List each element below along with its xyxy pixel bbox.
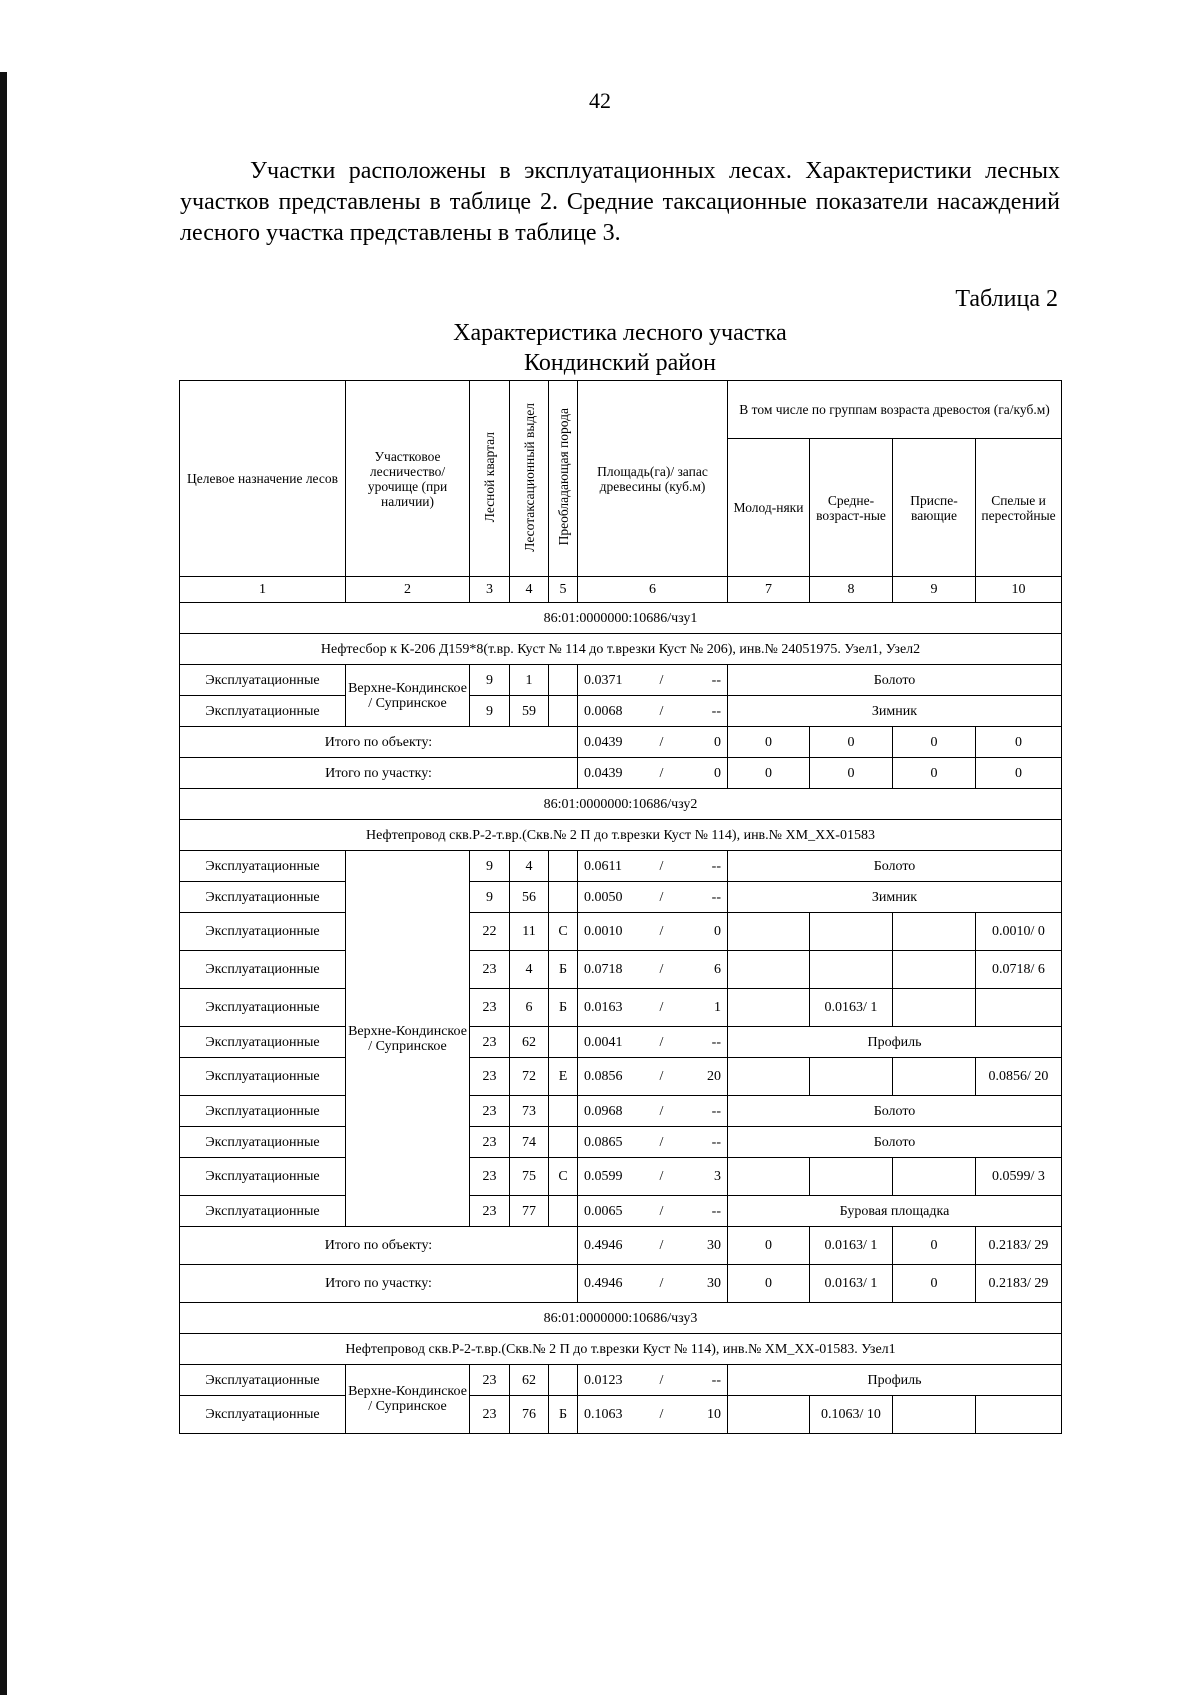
maturing-cell-value: 0 <box>930 1276 938 1291</box>
area-separator: / <box>659 1034 664 1050</box>
quarter-cell: 23 <box>470 1058 510 1096</box>
table-row <box>180 913 1062 951</box>
area-separator: / <box>659 962 664 977</box>
stock-value: -- <box>711 672 721 688</box>
table-body <box>180 381 1062 1434</box>
breed-cell <box>549 1127 578 1158</box>
vydel-cell: 75 <box>510 1158 549 1196</box>
col-number: 4 <box>510 577 549 603</box>
table-row <box>180 989 1062 1027</box>
header-row <box>180 381 1062 439</box>
purpose-cell: Эксплуатационные <box>180 1396 346 1434</box>
breed-cell: Е <box>549 1058 578 1096</box>
young-cell-value: 0 <box>765 734 772 750</box>
vydel-cell: 76 <box>510 1396 549 1434</box>
area-stock <box>580 962 725 977</box>
maturing-cell <box>893 1227 976 1265</box>
breed-cell <box>549 696 578 727</box>
header-middle-aged: Средне-возраст-ные <box>810 439 893 577</box>
area-separator: / <box>659 1103 664 1119</box>
purpose-cell: Эксплуатационные <box>180 1158 346 1196</box>
area-cell <box>578 1158 728 1196</box>
area-value: 0.0371 <box>584 672 623 688</box>
col-number: 9 <box>893 577 976 603</box>
note-cell: Профиль <box>728 1365 1062 1396</box>
middle-aged-cell <box>810 913 893 951</box>
purpose-cell: Эксплуатационные <box>180 1096 346 1127</box>
vydel-cell: 74 <box>510 1127 549 1158</box>
vydel-cell: 77 <box>510 1196 549 1227</box>
quarter-cell: 23 <box>470 1096 510 1127</box>
quarter-cell: 23 <box>470 1396 510 1434</box>
stock-value: 0 <box>714 924 721 939</box>
purpose-cell: Эксплуатационные <box>180 665 346 696</box>
young-cell <box>728 1058 810 1096</box>
breed-cell <box>549 1027 578 1058</box>
table-row <box>180 1396 1062 1434</box>
col-number: 6 <box>578 577 728 603</box>
cadastral-number: 86:01:0000000:10686/чзу2 <box>180 789 1062 820</box>
area-value: 0.0439 <box>584 765 623 781</box>
vydel-cell: 59 <box>510 696 549 727</box>
header-breed-label: Преобладающая порода <box>555 408 571 546</box>
table-row <box>180 1127 1062 1158</box>
mature-cell-value: 0.2183/ 29 <box>988 1276 1049 1291</box>
area-cell <box>578 851 728 882</box>
area-stock <box>580 735 725 750</box>
stock-value: -- <box>711 1134 721 1150</box>
col-number: 8 <box>810 577 893 603</box>
header-breed <box>549 381 578 577</box>
area-cell <box>578 665 728 696</box>
table-subtitle: Кондинский район <box>524 350 716 376</box>
area-cell <box>578 989 728 1027</box>
total-label: Итого по объекту: <box>180 1227 578 1265</box>
stock-value: 3 <box>714 1169 721 1184</box>
area-cell <box>578 1058 728 1096</box>
purpose-cell: Эксплуатационные <box>180 1365 346 1396</box>
col-number: 5 <box>549 577 578 603</box>
forestry-cell: Верхне-Кондинское / Супринское <box>346 665 470 727</box>
object-name: Нефтепровод скв.Р-2-т.вр.(Скв.№ 2 П до т.врезки Куст № 114), инв.№ ХМ_ХХ-01583. Узел1 <box>180 1334 1062 1365</box>
breed-cell <box>549 665 578 696</box>
mature-cell <box>976 1058 1062 1096</box>
area-cell <box>578 696 728 727</box>
mature-cell-value: 0.0718/ 6 <box>992 962 1045 977</box>
quarter-cell: 22 <box>470 913 510 951</box>
vydel-cell: 11 <box>510 913 549 951</box>
area-cell <box>578 1127 728 1158</box>
area-cell <box>578 1096 728 1127</box>
quarter-cell: 9 <box>470 851 510 882</box>
middle-aged-cell <box>810 989 893 1027</box>
young-cell <box>728 1396 810 1434</box>
maturing-cell-value: 0 <box>930 1238 938 1253</box>
middle-aged-cell-value: 0.0163/ 1 <box>824 1276 878 1291</box>
col-number: 2 <box>346 577 470 603</box>
table-row <box>180 1027 1062 1058</box>
area-cell <box>578 1265 728 1303</box>
middle-aged-cell <box>810 727 893 758</box>
breed-cell: С <box>549 913 578 951</box>
maturing-cell-value: 0 <box>930 734 938 750</box>
purpose-cell: Эксплуатационные <box>180 951 346 989</box>
vydel-cell: 4 <box>510 951 549 989</box>
quarter-cell: 23 <box>470 1196 510 1227</box>
vydel-cell: 4 <box>510 851 549 882</box>
purpose-cell: Эксплуатационные <box>180 1058 346 1096</box>
area-stock <box>580 859 725 874</box>
area-value: 0.0611 <box>584 858 622 874</box>
total-plot-row <box>180 758 1062 789</box>
maturing-cell-value: 0 <box>930 765 938 781</box>
stock-value: 30 <box>707 1276 721 1291</box>
young-cell <box>728 1158 810 1196</box>
middle-aged-cell-value: 0.0163/ 1 <box>824 1000 878 1015</box>
header-area: Площадь(га)/ запас древесины (куб.м) <box>578 381 728 577</box>
area-value: 0.0718 <box>584 962 623 977</box>
total-label: Итого по объекту: <box>180 727 578 758</box>
header-age-groups: В том числе по группам возраста древостоя (га/куб.м) <box>728 381 1062 439</box>
young-cell-value: 0 <box>765 1276 772 1291</box>
note-cell: Болото <box>728 851 1062 882</box>
stock-value: -- <box>711 1103 721 1119</box>
area-value: 0.0123 <box>584 1372 623 1388</box>
forest-plot-table <box>179 380 1062 1434</box>
quarter-cell: 23 <box>470 951 510 989</box>
vydel-cell: 72 <box>510 1058 549 1096</box>
breed-cell <box>549 1365 578 1396</box>
mature-cell-value: 0.0599/ 3 <box>992 1169 1045 1184</box>
middle-aged-cell <box>810 1227 893 1265</box>
middle-aged-cell <box>810 1396 893 1434</box>
area-stock <box>580 704 725 719</box>
area-stock <box>580 1238 725 1253</box>
vydel-cell: 73 <box>510 1096 549 1127</box>
object-row <box>180 820 1062 851</box>
area-cell <box>578 1396 728 1434</box>
area-stock <box>580 1407 725 1422</box>
middle-aged-cell-value: 0.0163/ 1 <box>824 1238 878 1253</box>
table-row <box>180 1196 1062 1227</box>
header-maturing: Приспе-вающие <box>893 439 976 577</box>
area-value: 0.0968 <box>584 1103 623 1119</box>
breed-cell <box>549 1196 578 1227</box>
purpose-cell: Эксплуатационные <box>180 1196 346 1227</box>
table-row <box>180 665 1062 696</box>
quarter-cell: 23 <box>470 1158 510 1196</box>
stock-value: 0 <box>714 734 721 750</box>
note-cell: Зимник <box>728 696 1062 727</box>
stock-value: -- <box>711 1203 721 1219</box>
area-separator: / <box>659 734 664 750</box>
maturing-cell <box>893 1396 976 1434</box>
table-row <box>180 882 1062 913</box>
middle-aged-cell <box>810 1058 893 1096</box>
young-cell <box>728 989 810 1027</box>
purpose-cell: Эксплуатационные <box>180 882 346 913</box>
area-value: 0.0068 <box>584 703 623 719</box>
stock-value: 1 <box>714 1000 721 1015</box>
column-number-row <box>180 577 1062 603</box>
area-stock <box>580 1069 725 1084</box>
young-cell <box>728 913 810 951</box>
header-quarter-label: Лесной квартал <box>482 431 497 523</box>
stock-value: -- <box>711 1372 721 1388</box>
area-cell <box>578 951 728 989</box>
mature-cell <box>976 1265 1062 1303</box>
area-cell <box>578 727 728 758</box>
header-vydel-label: Лесотаксационный выдел <box>521 402 537 552</box>
area-separator: / <box>659 1069 664 1084</box>
forestry-cell: Верхне-Кондинское / Супринское <box>346 851 470 1227</box>
stock-value: -- <box>711 858 721 874</box>
table-title: Характеристика лесного участка <box>453 320 787 346</box>
table-row <box>180 951 1062 989</box>
breed-cell: Б <box>549 989 578 1027</box>
area-value: 0.0439 <box>584 734 623 750</box>
quarter-cell: 23 <box>470 1027 510 1058</box>
maturing-cell <box>893 1265 976 1303</box>
young-cell-value: 0 <box>765 765 772 781</box>
area-stock <box>580 1169 725 1184</box>
middle-aged-cell-value: 0 <box>847 734 855 750</box>
page-number: 42 <box>589 88 611 113</box>
maturing-cell <box>893 758 976 789</box>
table-row <box>180 1365 1062 1396</box>
middle-aged-cell <box>810 1158 893 1196</box>
area-separator: / <box>659 1407 664 1422</box>
middle-aged-cell-value: 0.1063/ 10 <box>821 1407 881 1422</box>
area-stock <box>580 1000 725 1015</box>
breed-cell <box>549 851 578 882</box>
area-stock <box>580 673 725 688</box>
middle-aged-cell <box>810 758 893 789</box>
area-cell <box>578 913 728 951</box>
area-separator: / <box>659 1169 664 1184</box>
quarter-cell: 9 <box>470 882 510 913</box>
mature-cell <box>976 989 1062 1027</box>
purpose-cell: Эксплуатационные <box>180 696 346 727</box>
forestry-cell: Верхне-Кондинское / Супринское <box>346 1365 470 1434</box>
area-cell <box>578 1365 728 1396</box>
area-value: 0.1063 <box>584 1407 623 1422</box>
header-mature: Спелые и перестойные <box>976 439 1062 577</box>
area-stock <box>580 1276 725 1291</box>
area-cell <box>578 1227 728 1265</box>
area-stock <box>580 1204 725 1219</box>
total-label: Итого по участку: <box>180 758 578 789</box>
area-separator: / <box>659 1238 664 1253</box>
area-separator: / <box>659 1372 664 1388</box>
col-number: 3 <box>470 577 510 603</box>
stock-value: 20 <box>707 1069 721 1084</box>
purpose-cell: Эксплуатационные <box>180 851 346 882</box>
mature-cell-value: 0.0010/ 0 <box>992 924 1045 939</box>
purpose-cell: Эксплуатационные <box>180 989 346 1027</box>
intro-paragraph: Участки расположены в эксплуатационных лесах. Характеристики лесных участков представлены в таблице 2. Средние таксационные показатели насаждений лесного участка представлены в таблице 3. <box>180 158 1060 246</box>
mature-cell <box>976 951 1062 989</box>
mature-cell <box>976 758 1062 789</box>
middle-aged-cell-value: 0 <box>847 765 855 781</box>
vydel-cell: 62 <box>510 1027 549 1058</box>
cadastral-number: 86:01:0000000:10686/чзу3 <box>180 1303 1062 1334</box>
table-row <box>180 1096 1062 1127</box>
cadastral-row <box>180 603 1062 634</box>
area-cell <box>578 1027 728 1058</box>
cadastral-number: 86:01:0000000:10686/чзу1 <box>180 603 1062 634</box>
maturing-cell <box>893 989 976 1027</box>
table-row <box>180 1058 1062 1096</box>
header-forestry: Участковое лесничество/ урочище (при наличии) <box>346 381 470 577</box>
stock-value: 10 <box>707 1407 721 1422</box>
purpose-cell: Эксплуатационные <box>180 913 346 951</box>
area-stock <box>580 1035 725 1050</box>
col-number: 10 <box>976 577 1062 603</box>
area-value: 0.0010 <box>584 924 623 939</box>
area-separator: / <box>659 1000 664 1015</box>
area-value: 0.4946 <box>584 1276 623 1291</box>
note-cell: Болото <box>728 1127 1062 1158</box>
stock-value: -- <box>711 1034 721 1050</box>
note-cell: Профиль <box>728 1027 1062 1058</box>
quarter-cell: 9 <box>470 665 510 696</box>
young-cell <box>728 1265 810 1303</box>
area-cell <box>578 758 728 789</box>
mature-cell-value: 0 <box>1015 765 1022 781</box>
area-separator: / <box>659 1276 664 1291</box>
area-stock <box>580 1104 725 1119</box>
breed-cell <box>549 1096 578 1127</box>
table-row <box>180 851 1062 882</box>
stock-value: 30 <box>707 1238 721 1253</box>
area-stock <box>580 924 725 939</box>
area-separator: / <box>659 672 664 688</box>
middle-aged-cell <box>810 1265 893 1303</box>
middle-aged-cell <box>810 951 893 989</box>
area-separator: / <box>659 765 664 781</box>
breed-cell <box>549 882 578 913</box>
table-row <box>180 1158 1062 1196</box>
table-label: Таблица 2 <box>955 286 1058 312</box>
breed-cell: С <box>549 1158 578 1196</box>
stock-value: -- <box>711 889 721 905</box>
area-value: 0.4946 <box>584 1238 623 1253</box>
mature-cell-value: 0.0856/ 20 <box>988 1069 1049 1084</box>
area-value: 0.0065 <box>584 1203 623 1219</box>
maturing-cell <box>893 951 976 989</box>
purpose-cell: Эксплуатационные <box>180 1127 346 1158</box>
area-cell <box>578 1196 728 1227</box>
mature-cell <box>976 1227 1062 1265</box>
note-cell: Болото <box>728 665 1062 696</box>
breed-cell: Б <box>549 1396 578 1434</box>
area-value: 0.0163 <box>584 1000 623 1015</box>
quarter-cell: 23 <box>470 1127 510 1158</box>
area-value: 0.0050 <box>584 889 623 905</box>
breed-cell: Б <box>549 951 578 989</box>
mature-cell-value: 0 <box>1015 734 1022 750</box>
young-cell <box>728 727 810 758</box>
maturing-cell <box>893 913 976 951</box>
area-separator: / <box>659 703 664 719</box>
young-cell <box>728 758 810 789</box>
purpose-cell: Эксплуатационные <box>180 1027 346 1058</box>
area-separator: / <box>659 858 664 874</box>
note-cell: Буровая площадка <box>728 1196 1062 1227</box>
object-row <box>180 1334 1062 1365</box>
area-stock <box>580 1373 725 1388</box>
area-stock <box>580 766 725 781</box>
header-vydel <box>510 381 549 577</box>
header-quarter <box>470 381 510 577</box>
stock-value: 0 <box>714 765 721 781</box>
header-purpose: Целевое назначение лесов <box>180 381 346 577</box>
area-separator: / <box>659 1203 664 1219</box>
young-cell <box>728 951 810 989</box>
mature-cell <box>976 727 1062 758</box>
maturing-cell <box>893 727 976 758</box>
area-cell <box>578 882 728 913</box>
note-cell: Зимник <box>728 882 1062 913</box>
table-row <box>180 696 1062 727</box>
cadastral-row <box>180 1303 1062 1334</box>
vydel-cell: 56 <box>510 882 549 913</box>
object-row <box>180 634 1062 665</box>
scan-edge-bar <box>0 72 7 1695</box>
area-value: 0.0865 <box>584 1134 623 1150</box>
mature-cell <box>976 913 1062 951</box>
area-separator: / <box>659 924 664 939</box>
header-young: Молод-няки <box>728 439 810 577</box>
note-cell: Болото <box>728 1096 1062 1127</box>
young-cell-value: 0 <box>765 1238 772 1253</box>
area-value: 0.0599 <box>584 1169 623 1184</box>
mature-cell <box>976 1396 1062 1434</box>
cadastral-row <box>180 789 1062 820</box>
object-name: Нефтесбор к К-206 Д159*8(т.вр. Куст № 114 до т.врезки Куст № 206), инв.№ 24051975. Узел1, Узел2 <box>180 634 1062 665</box>
col-number: 1 <box>180 577 346 603</box>
vydel-cell: 1 <box>510 665 549 696</box>
total-object-row <box>180 1227 1062 1265</box>
area-stock <box>580 1135 725 1150</box>
quarter-cell: 9 <box>470 696 510 727</box>
stock-value: -- <box>711 703 721 719</box>
maturing-cell <box>893 1058 976 1096</box>
area-value: 0.0041 <box>584 1034 623 1050</box>
total-label: Итого по участку: <box>180 1265 578 1303</box>
quarter-cell: 23 <box>470 1365 510 1396</box>
col-number: 7 <box>728 577 810 603</box>
area-separator: / <box>659 1134 664 1150</box>
mature-cell-value: 0.2183/ 29 <box>988 1238 1049 1253</box>
mature-cell <box>976 1158 1062 1196</box>
total-object-row <box>180 727 1062 758</box>
young-cell <box>728 1227 810 1265</box>
area-stock <box>580 890 725 905</box>
quarter-cell: 23 <box>470 989 510 1027</box>
maturing-cell <box>893 1158 976 1196</box>
stock-value: 6 <box>714 962 721 977</box>
object-name: Нефтепровод скв.Р-2-т.вр.(Скв.№ 2 П до т.врезки Куст № 114), инв.№ ХМ_ХХ-01583 <box>180 820 1062 851</box>
area-value: 0.0856 <box>584 1069 623 1084</box>
total-plot-row <box>180 1265 1062 1303</box>
vydel-cell: 6 <box>510 989 549 1027</box>
area-separator: / <box>659 889 664 905</box>
vydel-cell: 62 <box>510 1365 549 1396</box>
